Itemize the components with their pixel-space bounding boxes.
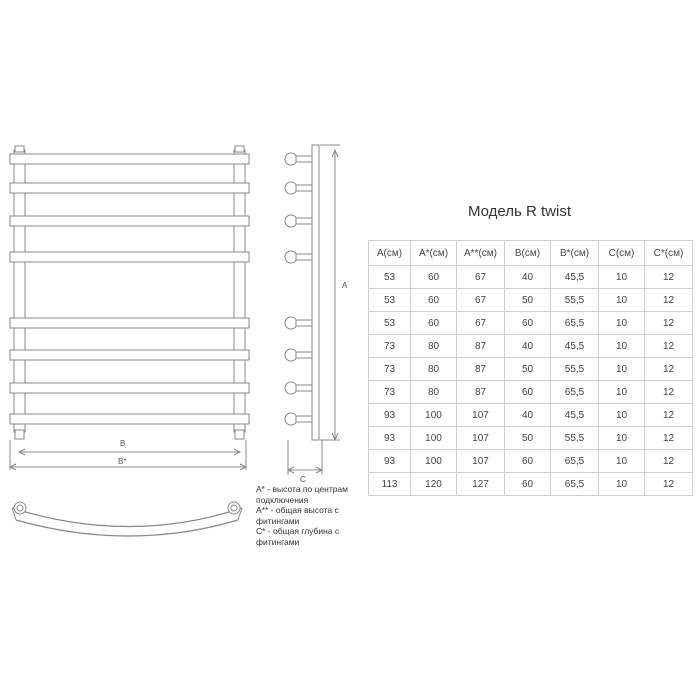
front-view bbox=[10, 146, 249, 470]
rung-connector bbox=[296, 254, 312, 260]
note-line: C* - общая глубина с bbox=[256, 526, 340, 536]
table-cell: 55,5 bbox=[551, 427, 599, 450]
table-cell: 67 bbox=[457, 266, 505, 289]
table-cell: 53 bbox=[369, 266, 411, 289]
table-cell: 67 bbox=[457, 289, 505, 312]
rung-ends bbox=[285, 153, 312, 425]
table-cell: 50 bbox=[505, 358, 551, 381]
table-cell: 80 bbox=[411, 358, 457, 381]
table-cell: 65,5 bbox=[551, 450, 599, 473]
table-cell: 10 bbox=[599, 473, 645, 496]
label-b: B bbox=[120, 439, 126, 448]
table-cell: 50 bbox=[505, 427, 551, 450]
table-cell: 10 bbox=[599, 335, 645, 358]
column-header: C*(см) bbox=[645, 241, 693, 266]
table-cell: 12 bbox=[645, 427, 693, 450]
rung-end bbox=[285, 413, 297, 425]
note-line: A** - общая высота с bbox=[256, 505, 339, 515]
column-header: B*(см) bbox=[551, 241, 599, 266]
table-cell: 10 bbox=[599, 289, 645, 312]
curved-rung-top-view bbox=[12, 508, 242, 527]
side-view bbox=[285, 145, 340, 475]
rung bbox=[10, 350, 249, 360]
table-cell: 10 bbox=[599, 450, 645, 473]
table-cell: 40 bbox=[505, 404, 551, 427]
note-line: подключения bbox=[256, 494, 309, 505]
table-cell: 60 bbox=[411, 289, 457, 312]
table-row bbox=[369, 427, 693, 450]
table-row bbox=[369, 335, 693, 358]
model-title: Модель R twist bbox=[468, 203, 572, 220]
label-c: C bbox=[300, 475, 306, 484]
table-row bbox=[369, 404, 693, 427]
table-cell: 12 bbox=[645, 289, 693, 312]
label-b-star: B* bbox=[118, 457, 127, 466]
towel-rungs bbox=[10, 154, 249, 424]
rung-connector bbox=[296, 320, 312, 326]
rung-end bbox=[285, 182, 297, 194]
table-cell: 87 bbox=[457, 358, 505, 381]
table-cell: 55,5 bbox=[551, 358, 599, 381]
table-cell: 45,5 bbox=[551, 404, 599, 427]
table-cell: 12 bbox=[645, 473, 693, 496]
table-cell: 80 bbox=[411, 381, 457, 404]
table-cell: 60 bbox=[411, 312, 457, 335]
table-cell: 10 bbox=[599, 381, 645, 404]
rung-connector bbox=[296, 385, 312, 391]
rung-end bbox=[285, 251, 297, 263]
table-row bbox=[369, 358, 693, 381]
column-header: A*(см) bbox=[411, 241, 457, 266]
side-post bbox=[312, 145, 319, 440]
table-cell: 12 bbox=[645, 450, 693, 473]
rung bbox=[10, 414, 249, 424]
rung-connector bbox=[296, 416, 312, 422]
table-cell: 73 bbox=[369, 381, 411, 404]
rung-connector bbox=[296, 185, 312, 191]
table-header-row bbox=[369, 241, 693, 266]
table-cell: 53 bbox=[369, 289, 411, 312]
right-fitting-circle bbox=[228, 502, 240, 514]
table-cell: 12 bbox=[645, 312, 693, 335]
table-cell: 12 bbox=[645, 381, 693, 404]
rung bbox=[10, 383, 249, 393]
table-cell: 93 bbox=[369, 427, 411, 450]
rung bbox=[10, 252, 249, 262]
table-cell: 10 bbox=[599, 312, 645, 335]
rung-end bbox=[285, 153, 297, 165]
rung-connector bbox=[296, 156, 312, 162]
table-cell: 45,5 bbox=[551, 335, 599, 358]
table-cell: 73 bbox=[369, 335, 411, 358]
table-cell: 12 bbox=[645, 358, 693, 381]
table-cell: 107 bbox=[457, 404, 505, 427]
dimensions-table bbox=[368, 240, 693, 496]
left-fitting-circle bbox=[14, 502, 26, 514]
table-cell: 60 bbox=[411, 266, 457, 289]
table-cell: 65,5 bbox=[551, 381, 599, 404]
table-row bbox=[369, 266, 693, 289]
table-cell: 100 bbox=[411, 404, 457, 427]
table-cell: 60 bbox=[505, 312, 551, 335]
table-cell: 100 bbox=[411, 427, 457, 450]
rung bbox=[10, 318, 249, 328]
notes bbox=[256, 484, 348, 547]
rung-end bbox=[285, 317, 297, 329]
table-row bbox=[369, 289, 693, 312]
rung-connector bbox=[296, 218, 312, 224]
table-cell: 93 bbox=[369, 450, 411, 473]
table-cell: 107 bbox=[457, 427, 505, 450]
table-cell: 65,5 bbox=[551, 312, 599, 335]
table-cell: 100 bbox=[411, 450, 457, 473]
table-cell: 45,5 bbox=[551, 266, 599, 289]
rung-end bbox=[285, 382, 297, 394]
table-cell: 73 bbox=[369, 358, 411, 381]
table-cell: 40 bbox=[505, 266, 551, 289]
table-cell: 60 bbox=[505, 473, 551, 496]
rung-end bbox=[285, 349, 297, 361]
table-cell: 120 bbox=[411, 473, 457, 496]
table-cell: 107 bbox=[457, 450, 505, 473]
table-cell: 65,5 bbox=[551, 473, 599, 496]
table-row bbox=[369, 381, 693, 404]
rung-end bbox=[285, 215, 297, 227]
table-row bbox=[369, 312, 693, 335]
column-header: A(см) bbox=[369, 241, 411, 266]
table-cell: 87 bbox=[457, 381, 505, 404]
table-cell: 50 bbox=[505, 289, 551, 312]
top-view bbox=[12, 502, 242, 536]
table-cell: 12 bbox=[645, 266, 693, 289]
table-cell: 113 bbox=[369, 473, 411, 496]
table-cell: 93 bbox=[369, 404, 411, 427]
table-cell: 10 bbox=[599, 404, 645, 427]
table-row bbox=[369, 473, 693, 496]
note-line: фитингами bbox=[256, 515, 300, 526]
table-cell: 60 bbox=[505, 381, 551, 404]
column-header: B(см) bbox=[505, 241, 551, 266]
rung bbox=[10, 216, 249, 226]
column-header: A**(см) bbox=[457, 241, 505, 266]
table-cell: 10 bbox=[599, 358, 645, 381]
column-header: C(см) bbox=[599, 241, 645, 266]
rung bbox=[10, 154, 249, 164]
label-a: A bbox=[342, 281, 348, 290]
table-cell: 12 bbox=[645, 335, 693, 358]
note-line: фитингами bbox=[256, 536, 300, 547]
rung bbox=[10, 183, 249, 193]
note-line: A* - высота по центрам bbox=[256, 484, 349, 494]
table-cell: 60 bbox=[505, 450, 551, 473]
table-cell: 67 bbox=[457, 312, 505, 335]
table-cell: 55,5 bbox=[551, 289, 599, 312]
table-cell: 53 bbox=[369, 312, 411, 335]
table-cell: 40 bbox=[505, 335, 551, 358]
table-cell: 87 bbox=[457, 335, 505, 358]
table-cell: 127 bbox=[457, 473, 505, 496]
table-cell: 10 bbox=[599, 427, 645, 450]
table-cell: 10 bbox=[599, 266, 645, 289]
rung-connector bbox=[296, 352, 312, 358]
table-cell: 12 bbox=[645, 404, 693, 427]
table-cell: 80 bbox=[411, 335, 457, 358]
table-row bbox=[369, 450, 693, 473]
